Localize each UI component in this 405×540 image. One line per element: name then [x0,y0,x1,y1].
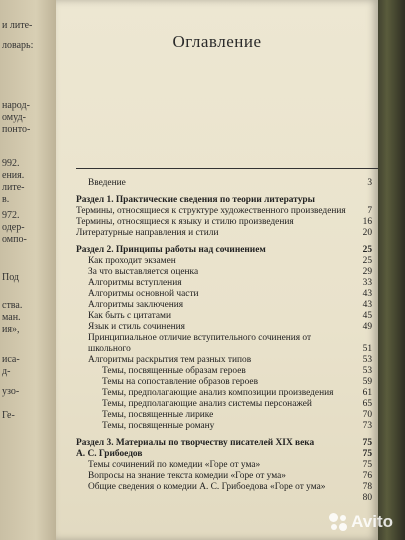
toc-entry [76,311,372,322]
avito-watermark [328,512,393,532]
left-page-fragment: ства. [2,300,23,311]
left-page-fragment: ман. [2,312,21,323]
toc-entry-title: Алгоритмы основной части [88,289,199,299]
toc-entry-title: Темы, посвященные роману [102,421,215,431]
toc-entry-page: 65 [362,399,372,409]
toc-entry-page: 7 [367,206,372,216]
toc-entry [76,195,372,206]
toc-entry [76,421,372,432]
page-title: Оглавление [172,32,262,51]
toc-entry-page: 59 [362,377,372,387]
toc-entry-page: 75 [362,460,372,470]
left-page-fragment: Ге- [2,410,15,421]
toc-entry-page: 51 [362,344,372,354]
toc-entry [76,289,372,300]
toc-entry-title: Термины, относящиеся к языку и стилю произведения [76,217,294,227]
toc-entry [76,245,372,256]
left-page-fragment: иса- [2,354,20,365]
toc-page [56,0,378,540]
avito-logo-icon [328,512,348,532]
left-page-edge [0,0,60,540]
avito-text: Avito [351,512,393,531]
toc-entry [76,178,372,189]
toc-entry [76,460,372,471]
left-page-fragment: узо- [2,386,20,397]
toc-entry-title: Термины, относящиеся к структуре художественного произведения [76,206,346,216]
toc-entry-page: 29 [362,267,372,277]
left-page-fragment: народ- [2,100,30,111]
toc-entry-title: Темы, предполагающие анализ композиции произведения [102,388,334,398]
toc-entry-page: 75 [362,438,372,448]
toc-entry [76,482,372,493]
toc-entry-title: Общие сведения о комедии А. С. Грибоедова «Горе от ума» [88,482,326,492]
toc-entry [76,388,372,399]
toc-entry-title: Раздел 1. Практические сведения по теории литературы [76,195,315,205]
toc-entry-page: 75 [362,449,372,459]
toc-entry-page: 49 [362,322,372,332]
toc-entry-page: 53 [362,355,372,365]
toc-entry [76,217,372,228]
toc-entry-page: 25 [362,245,372,255]
left-page-fragment: понто- [2,124,31,135]
left-page-fragment: омпо- [2,234,27,245]
toc-entry-page: 20 [362,228,372,238]
toc-entry-page: 43 [362,300,372,310]
toc-entry-page: 16 [362,217,372,227]
toc-entry-title: Раздел 3. Материалы по творчеству писателей XIX века [76,438,315,448]
toc-entry-page: 53 [362,366,372,376]
left-page-fragment: ловарь: [2,40,34,51]
toc-entry-title: Принципиальное отличие вступительного сочинения от школьного [88,333,312,354]
toc-entry-title: Алгоритмы раскрытия тем разных типов [88,355,252,365]
toc-entry [76,206,372,217]
toc-entry-page: 78 [362,482,372,492]
toc-entry-page: 3 [367,178,372,188]
toc-entry [76,300,372,311]
toc-entry [76,366,372,377]
toc-entry [76,256,372,267]
toc-entry-title: Темы, посвященные лирике [102,410,214,420]
toc-entry-title: Введение [88,178,126,188]
left-page-fragment: в. [2,194,10,205]
left-page-fragment: Под [2,272,20,283]
top-rule [76,168,378,169]
toc-entry-title: Как проходит экзамен [88,256,176,266]
left-page-fragment: лите- [2,182,25,193]
book-cover-edge [375,0,405,540]
toc-entry-page: 76 [362,471,372,481]
toc-entry-title: Темы на сопоставление образов героев [102,377,259,387]
toc-entry [76,399,372,410]
toc-entry-page: 70 [362,410,372,420]
toc-entry [76,471,372,482]
toc-entry-page: 43 [362,289,372,299]
toc-entry-title: Алгоритмы заключения [88,300,184,310]
left-page-fragment: д- [2,366,11,377]
toc-entry-title: За что выставляется оценка [88,267,199,277]
toc-entry [76,267,372,278]
left-page-fragment: и лите- [2,20,33,31]
toc-entry [76,355,372,366]
left-page-fragment: одер- [2,222,25,233]
toc-entry-title: Язык и стиль сочинения [88,322,185,332]
toc-entry-title: Как быть с цитатами [88,311,171,321]
toc-entry [76,449,372,460]
toc-entry-title: Темы, предполагающие анализ системы персонажей [102,399,312,409]
toc-entry-title: Темы сочинений по комедии «Горе от ума» [88,460,261,470]
toc-entry-page: 45 [362,311,372,321]
toc-entry [76,493,372,504]
toc-entry-page: 80 [362,493,372,503]
toc-entry-title: Алгоритмы вступления [88,278,182,288]
toc-entry [76,410,372,421]
toc-entry-title: Вопросы на знание текста комедии «Горе от ума» [88,471,286,481]
toc-entry-page: 61 [362,388,372,398]
toc-entry-title: А. С. Грибоедов [76,449,143,459]
toc-entry [76,377,372,388]
toc-entry [76,322,372,333]
toc-entry [76,438,372,449]
toc-entry-title: Раздел 2. Принципы работы над сочинением [76,245,266,255]
left-page-fragment: ения. [2,170,25,181]
toc-entry-title: Темы, посвященные образам героев [102,366,246,376]
left-page-fragment: ия», [2,324,20,335]
toc-entry-page: 73 [362,421,372,431]
toc-entry-page: 25 [362,256,372,266]
toc-entry [76,333,372,355]
toc-list [76,178,372,504]
toc-entry-title: Литературные направления и стили [76,228,219,238]
left-page-fragment: 972. [2,210,20,221]
toc-entry [76,278,372,289]
left-page-fragment: омуд- [2,112,26,123]
left-page-fragment: 992. [2,158,20,169]
toc-entry-page: 33 [362,278,372,288]
toc-entry [76,228,372,239]
